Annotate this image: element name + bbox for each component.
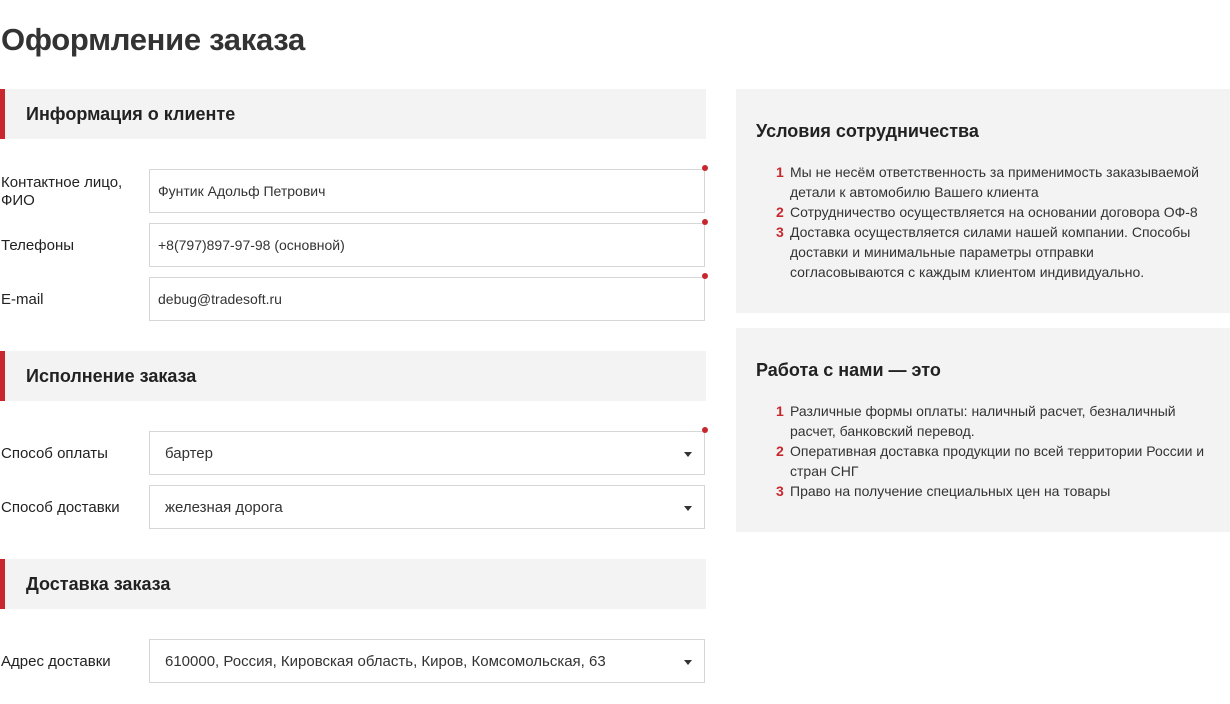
item-number: 1 — [776, 403, 784, 419]
contact-person-input[interactable] — [149, 169, 705, 213]
item-number: 3 — [776, 224, 784, 240]
chevron-down-icon — [684, 506, 692, 511]
item-text: Сотрудничество осуществляется на основании договора ОФ-8 — [790, 204, 1198, 220]
input-value: Фунтик Адольф Петрович — [158, 183, 326, 199]
payment-method-label: Способ оплаты — [1, 445, 108, 462]
select-value: 610000, Россия, Кировская область, Киров, Комсомольская, 63 — [165, 653, 606, 670]
required-indicator — [702, 273, 708, 279]
required-indicator — [702, 165, 708, 171]
item-text: Доставка осуществляется силами нашей компании. Способы доставки и минимальные параметры отправки согласовываются с каждым клиентом индивидуально. — [790, 224, 1191, 280]
phones-input[interactable] — [149, 223, 705, 267]
phones-label: Телефоны — [1, 237, 75, 254]
section-title: Информация о клиенте — [26, 104, 236, 124]
page-title: Оформление заказа — [1, 22, 305, 57]
email-input[interactable] — [149, 277, 705, 321]
benefits-list — [776, 401, 1206, 501]
item-text: Мы не несём ответственность за применимость заказываемой детали к автомобилю Вашего клиента — [790, 164, 1199, 200]
delivery-address-label: Адрес доставки — [1, 653, 111, 670]
section-title: Исполнение заказа — [26, 366, 197, 386]
conditions-panel — [736, 89, 1230, 313]
input-value: debug@tradesoft.ru — [158, 291, 282, 307]
panel-title: Условия сотрудничества — [756, 121, 979, 141]
section-header-order-execution — [0, 351, 706, 401]
section-header-client-info — [0, 89, 706, 139]
required-indicator — [702, 427, 708, 433]
item-text: Оперативная доставка продукции по всей территории России и стран СНГ — [790, 443, 1205, 479]
section-title: Доставка заказа — [26, 574, 171, 594]
input-value: +8(797)897-97-98 (основной) — [158, 237, 345, 253]
item-number: 3 — [776, 483, 784, 499]
select-value: железная дорога — [165, 499, 283, 516]
panel-title: Работа с нами — это — [756, 360, 941, 380]
delivery-address-select[interactable] — [149, 639, 705, 683]
list-item — [776, 441, 1206, 481]
list-item — [776, 401, 1206, 441]
email-label: E-mail — [1, 291, 44, 308]
list-item — [776, 202, 1206, 222]
item-number: 2 — [776, 204, 784, 220]
item-text: Различные формы оплаты: наличный расчет, безналичный расчет, банковский перевод. — [790, 403, 1176, 439]
item-number: 1 — [776, 164, 784, 180]
payment-method-select[interactable] — [149, 431, 705, 475]
section-header-order-delivery — [0, 559, 706, 609]
shipping-method-label: Способ доставки — [1, 499, 120, 516]
list-item — [776, 481, 1206, 501]
conditions-list — [776, 162, 1206, 282]
list-item — [776, 222, 1206, 282]
shipping-method-select[interactable] — [149, 485, 705, 529]
list-item — [776, 162, 1206, 202]
chevron-down-icon — [684, 452, 692, 457]
contact-person-label: Контактное лицо, ФИО — [1, 174, 123, 209]
benefits-panel — [736, 328, 1230, 532]
select-value: бартер — [165, 445, 213, 462]
item-text: Право на получение специальных цен на товары — [790, 483, 1111, 499]
chevron-down-icon — [684, 660, 692, 665]
required-indicator — [702, 219, 708, 225]
item-number: 2 — [776, 443, 784, 459]
